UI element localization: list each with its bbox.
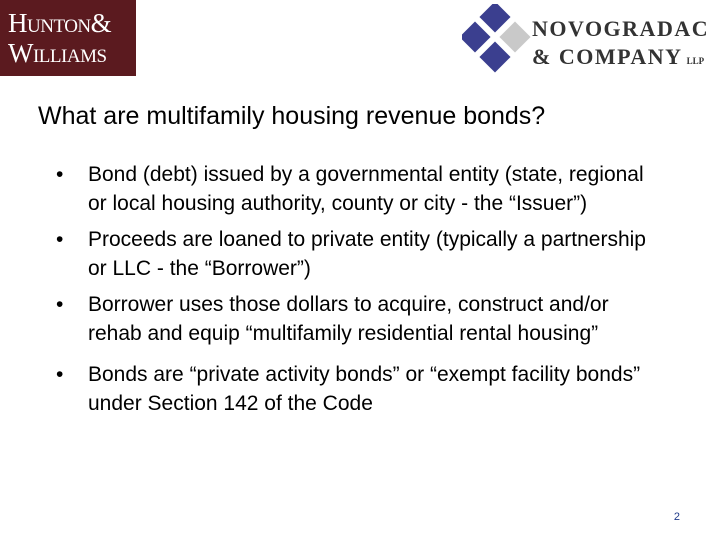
- page-number: 2: [673, 511, 680, 523]
- bullet-item: [54, 225, 664, 283]
- bullet-text: Bond (debt) issued by a governmental entity (state, regional or local housing authority, county or city - the “Issuer”): [88, 163, 644, 215]
- bullet-text: Proceeds are loaned to private entity (typically a partnership or LLC - the “Borrower”): [88, 228, 646, 280]
- diamond-mark-icon: [462, 4, 534, 76]
- hunton-williams-logo: [0, 0, 136, 76]
- logo-line-2: Williams: [8, 38, 107, 68]
- slide-title: What are multifamily housing revenue bonds?: [38, 102, 546, 130]
- bullet-dot-icon: •: [56, 363, 64, 386]
- logo-llp: LLP: [686, 56, 705, 66]
- bullet-text: Borrower uses those dollars to acquire, construct and/or rehab and equip “multifamily residential rental housing”: [88, 293, 609, 345]
- bullet-item: [54, 360, 664, 418]
- bullet-list: [54, 160, 664, 425]
- bullet-dot-icon: •: [56, 228, 64, 251]
- logo-line-1: Hunton&: [8, 8, 112, 38]
- bullet-text: Bonds are “private activity bonds” or “exempt facility bonds” under Section 142 of the Code: [88, 363, 641, 415]
- bullet-dot-icon: •: [56, 293, 64, 316]
- bullet-item: [54, 160, 664, 218]
- bullet-dot-icon: •: [56, 163, 64, 186]
- logo-company-line2: [532, 44, 704, 70]
- logo-company-suffix-text: & COMPANY: [532, 44, 683, 69]
- bullet-item: [54, 290, 664, 348]
- novogradac-logo: [462, 4, 712, 76]
- logo-company-name: NOVOGRADAC: [532, 16, 710, 41]
